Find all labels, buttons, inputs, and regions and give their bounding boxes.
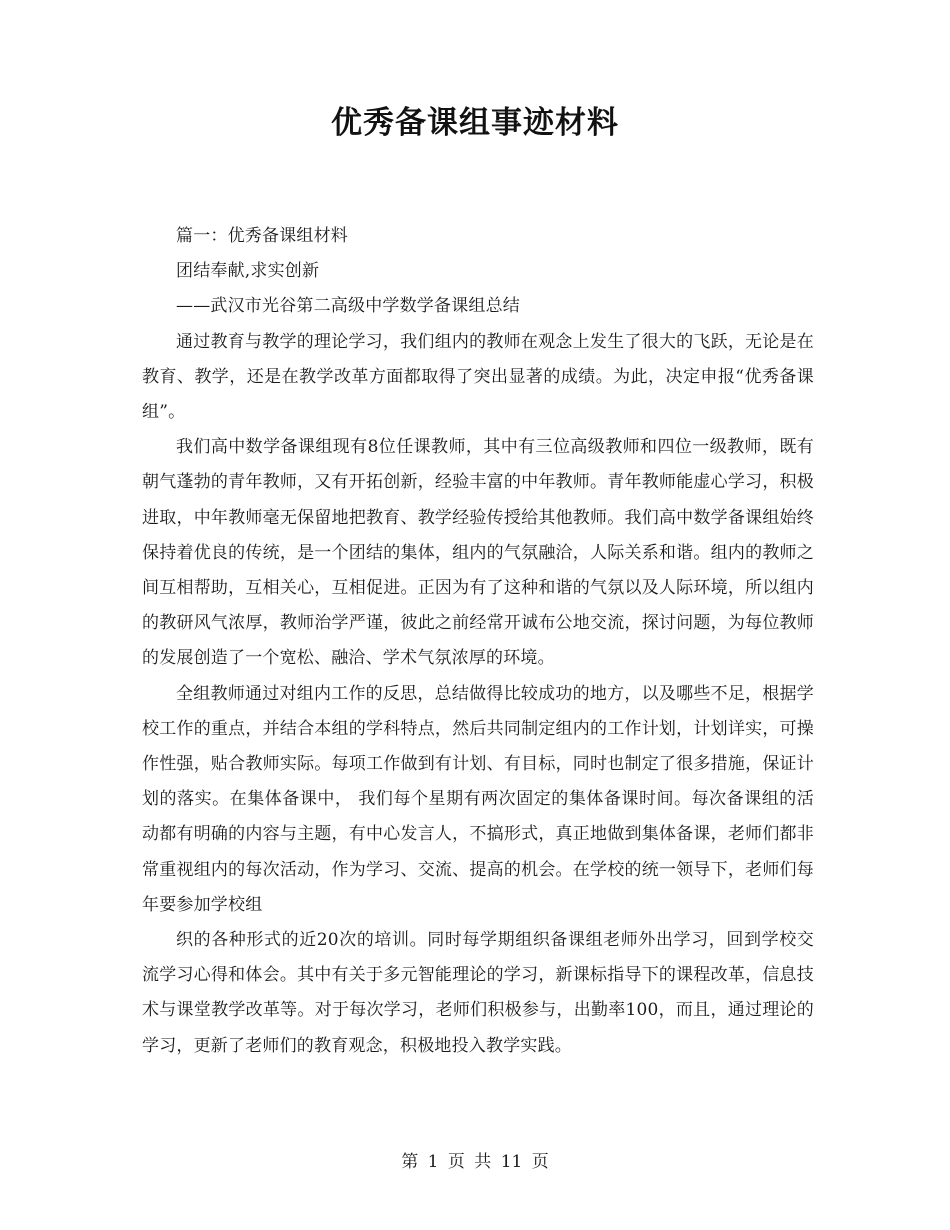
byline: ——武汉市光谷第二高级中学数学备课组总结 — [176, 296, 520, 317]
paragraph-1: 通过教育与教学的理论学习，我们组内的教师在观念上发生了很大的飞跃，无论是在教育、教学，还是在教学改革方面都取得了突出显著的成绩。为此，决定申报“优秀备课组”。 — [142, 331, 814, 423]
subtitle-line: 团结奉献,求实创新 — [176, 261, 320, 282]
paragraph-3: 全组教师通过对组内工作的反思，总结做得比较成功的地方，以及哪些不足，根据学校工作的重点，并结合本组的学科特点，然后共同制定组内的工作计划，计划详实，可操作性强，贴合教师实际。每项工作做到有计划、有目标，同时也制定了很多措施，保证计划的落实。在集体备课中， 我们每个星期有两次固定的集体备课时间。每次备课组的活动都有明确的内容与主题，有中心发言人，不搞形式，真正地做到集体备课，老师们都非常重视组内的每次活动，作为学习、交流、提高的机会。在学校的统一领导下，老师们每年要参加学校组 — [142, 683, 814, 915]
document-body — [142, 219, 814, 1064]
section-heading: 篇一：优秀备课组材料 — [176, 226, 348, 246]
paragraph-4: 织的各种形式的近20次的培训。同时每学期组织备课组老师外出学习，回到学校交流学习心得和体会。其中有关于多元智能理论的学习，新课标指导下的课程改革，信息技术与课堂教学改革等。对于每次学习，老师们积极参与，出勤率100，而且，通过理论的学习，更新了老师们的教育观念，积极地投入教学实践。 — [142, 930, 814, 1056]
page-number-footer: 第 1 页 共 11 页 — [401, 1152, 549, 1172]
document-title: 优秀备课组事迹材料 — [331, 105, 619, 141]
paragraph-2: 我们高中数学备课组现有8位任课教师，其中有三位高级教师和四位一级教师，既有朝气蓬勃的青年教师，又有开拓创新，经验丰富的中年教师。青年教师能虚心学习，积极进取，中年教师毫无保留地把教育、教学经验传授给其他教师。我们高中数学备课组始终保持着优良的传统，是一个团结的集体，组内的气氛融洽，人际关系和谐。组内的教师之间互相帮助，互相关心，互相促进。正因为有了这种和谐的气氛以及人际环境，所以组内的教研风气浓厚，教师治学严谨，彼此之前经常开诚布公地交流，探讨问题，为每位教师的发展创造了一个宽松、融洽、学术气氛浓厚的环境。 — [142, 437, 814, 669]
